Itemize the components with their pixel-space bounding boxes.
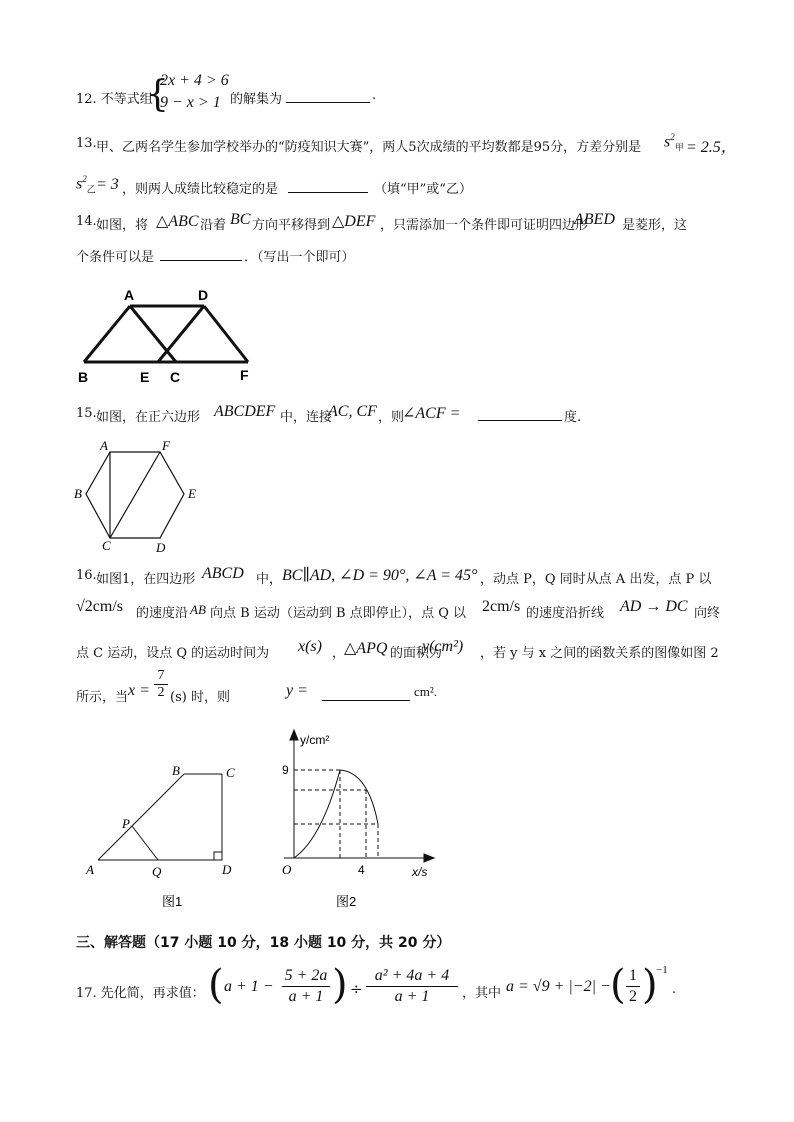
q16-line3c: 的面积为 bbox=[390, 646, 443, 661]
q14-text6: 个条件可以是 bbox=[76, 250, 155, 265]
fig1-label-a: A bbox=[86, 862, 94, 877]
q15-number: 15. bbox=[76, 406, 97, 421]
q12-answer-blank[interactable] bbox=[286, 90, 370, 103]
section-3-title: 三、解答题（17 小题 10 分，18 小题 10 分，共 20 分） bbox=[76, 935, 451, 951]
label-a: A bbox=[124, 287, 135, 303]
fig2-ylabel: y/cm² bbox=[300, 733, 330, 747]
variance-yi-symbol: $s^2_乙$ bbox=[76, 174, 96, 195]
q15-angle: ∠ACF = bbox=[402, 405, 461, 422]
q17-frac2 bbox=[366, 966, 458, 1007]
inequality-1: 2x + 4 > 6 bbox=[160, 72, 229, 89]
fig2-origin: O bbox=[282, 862, 292, 877]
q16-ab: AB bbox=[190, 602, 206, 617]
q16-line3d: ，若 y 与 x 之间的函数关系的图像如图 2 bbox=[480, 646, 719, 661]
hex-label-e: E bbox=[188, 486, 196, 501]
q16-figure2 bbox=[270, 728, 440, 912]
fig1-label-p: P bbox=[122, 816, 130, 831]
fig1-label-d: D bbox=[222, 862, 232, 877]
paren-right: ) bbox=[332, 962, 348, 1008]
fig2-caption: 图2 bbox=[336, 894, 357, 909]
seg-ab bbox=[84, 306, 130, 362]
q16-abcd: ABCD bbox=[202, 565, 244, 582]
q16-line2b: 向点 B 运动（运动到 B 点即停止），点 Q 以 bbox=[210, 606, 467, 621]
q16-figure1 bbox=[80, 760, 250, 910]
q15-answer-blank[interactable] bbox=[478, 408, 562, 421]
q15-text2: 中，连接 bbox=[280, 410, 333, 425]
q16-answer-blank[interactable] bbox=[322, 688, 410, 701]
q16-speed-p: √2cm/s bbox=[76, 598, 123, 615]
q16-speed-q: 2cm/s bbox=[482, 598, 521, 615]
seg-df bbox=[204, 306, 248, 362]
q17-expr-left: a + 1 − bbox=[224, 978, 274, 995]
label-f: F bbox=[240, 367, 249, 383]
fig1-caption: 图1 bbox=[162, 894, 183, 909]
paren-left: ( bbox=[208, 962, 224, 1008]
seg-cf bbox=[110, 452, 160, 538]
q15-figure bbox=[70, 438, 210, 560]
q17-frac1-num: 5 + 2a bbox=[282, 966, 330, 987]
variance-jia-value: = 2.5， bbox=[686, 139, 737, 156]
curve-falling bbox=[340, 770, 378, 824]
q15-text3: ，则 bbox=[378, 410, 405, 425]
seg-ab bbox=[98, 774, 184, 860]
seg-de bbox=[158, 306, 204, 362]
q16-line1a: 如图1，在四边形 bbox=[96, 572, 196, 587]
q13-number: 13. bbox=[76, 136, 97, 151]
q13-answer-blank[interactable] bbox=[288, 180, 368, 193]
hex-label-f: F bbox=[162, 438, 170, 453]
q16 bbox=[76, 565, 726, 708]
q16-line2c: 的速度沿折线 bbox=[526, 606, 605, 621]
q17-a-eq: a = √9 + |−2| − bbox=[506, 978, 611, 995]
q16-line2a: 的速度沿 bbox=[136, 606, 189, 621]
q16-unit: cm². bbox=[414, 684, 438, 699]
fig2-ytick-9: 9 bbox=[282, 763, 289, 777]
q16-apq: △APQ bbox=[344, 640, 388, 657]
seg-ac bbox=[130, 306, 176, 362]
hex-label-a: A bbox=[100, 438, 108, 453]
q16-line1b: 中， bbox=[256, 572, 283, 587]
q17-half-num: 1 bbox=[626, 966, 640, 987]
q17-where: ，其中 bbox=[462, 986, 502, 1001]
hex-label-b: B bbox=[74, 486, 82, 501]
q12 bbox=[76, 72, 456, 115]
q16-line4a: 所示，当 bbox=[76, 690, 129, 705]
q17-div: ÷ bbox=[350, 980, 363, 998]
curve-rising bbox=[294, 770, 340, 858]
q17-half-den: 2 bbox=[629, 988, 637, 1005]
variance-jia-symbol: $s^2_甲$ bbox=[664, 132, 684, 153]
q12-tail: 的解集为 bbox=[230, 92, 283, 107]
q17-number: 17. 先化简，再求值： bbox=[76, 986, 205, 1001]
q17-end: . bbox=[672, 982, 677, 997]
q16-path: AD → DC bbox=[620, 598, 688, 615]
q16-line4b: (s) 时，则 bbox=[170, 690, 230, 705]
q14-triangle-abc: △ABC bbox=[156, 213, 199, 230]
label-c: C bbox=[170, 369, 181, 385]
fig1-label-q: Q bbox=[152, 864, 162, 879]
q13-text3: （填“甲”或“乙） bbox=[374, 182, 472, 197]
q17-frac2-den: a + 1 bbox=[394, 988, 430, 1005]
y-axis-arrow bbox=[290, 730, 298, 740]
q14-text1: 如图，将 bbox=[96, 218, 149, 233]
q13-text2: ，则两人成绩比较稳定的是 bbox=[122, 182, 279, 197]
q14 bbox=[76, 211, 726, 265]
q14-text5: 是菱形，这 bbox=[622, 218, 688, 233]
q14-text4: ，只需添加一个条件即可证明四边形 bbox=[380, 218, 589, 233]
q16-y-eq: y = bbox=[286, 682, 308, 699]
inequality-2: 9 − x > 1 bbox=[160, 94, 221, 111]
q16-line3a: 点 C 运动，设点 Q 的运动时间为 bbox=[76, 646, 270, 661]
q15-lines: AC, CF bbox=[328, 403, 377, 420]
q12-end: . bbox=[372, 88, 377, 103]
q16-ycm: y(cm²) bbox=[422, 638, 464, 655]
q14-quad-abed: ABED bbox=[574, 211, 615, 228]
q16-fraction bbox=[154, 668, 168, 701]
q16-line2d: 向终 bbox=[694, 606, 721, 621]
label-d: D bbox=[198, 287, 209, 303]
q16-frac-den: 2 bbox=[157, 685, 165, 700]
q14-segment-bc: BC bbox=[230, 211, 251, 228]
q14-text2: 沿着 bbox=[200, 218, 227, 233]
q14-text7: ．（写出一个即可） bbox=[244, 250, 355, 265]
q13-text1: 甲、乙两名学生参加学校举办的“防疫知识大赛”，两人5次成绩的平均数都是95分，方差分别是 bbox=[96, 140, 642, 155]
variance-yi-value: = 3 bbox=[96, 176, 119, 193]
q17-frac1 bbox=[282, 966, 330, 1007]
q16-frac-num: 7 bbox=[154, 668, 168, 685]
fig2-xtick-4: 4 bbox=[358, 863, 365, 877]
q16-line3b: ， bbox=[332, 646, 346, 661]
q14-number: 14. bbox=[76, 214, 97, 229]
q14-triangle-def: △DEF bbox=[332, 213, 376, 230]
system-brace: { bbox=[146, 74, 169, 115]
q12-number: 12. 不等式组 bbox=[76, 92, 153, 107]
q17-frac2-num: a² + 4a + 4 bbox=[366, 966, 458, 987]
x-axis-arrow bbox=[424, 854, 434, 862]
q16-conditions: BC∥AD, ∠D = 90°, ∠A = 45° bbox=[282, 567, 478, 584]
fig1-label-c: C bbox=[226, 765, 235, 780]
hex-label-c: C bbox=[102, 538, 111, 553]
hex-label-d: D bbox=[156, 540, 166, 555]
q16-line1c: ，动点 P，Q 同时从点 A 出发，点 P 以 bbox=[480, 572, 712, 587]
q17 bbox=[76, 964, 726, 1014]
q15-text1: 如图，在正六边形 bbox=[96, 410, 201, 425]
q16-x-eq: x = bbox=[128, 682, 150, 699]
half-paren-left: ( bbox=[610, 962, 626, 1008]
half-paren-right: ) bbox=[642, 962, 658, 1008]
q16-xs: x(s) bbox=[298, 638, 322, 655]
fig1-label-b: B bbox=[172, 763, 180, 778]
q17-half bbox=[626, 966, 640, 1007]
q16-number: 16. bbox=[76, 568, 97, 583]
label-b: B bbox=[78, 369, 89, 385]
label-e: E bbox=[140, 369, 150, 385]
q15-hexagon-name: ABCDEF bbox=[214, 403, 276, 420]
q17-exponent: −1 bbox=[656, 964, 668, 976]
q15 bbox=[76, 403, 726, 428]
q14-figure bbox=[76, 284, 266, 388]
seg-pq bbox=[132, 826, 158, 860]
q13 bbox=[76, 132, 737, 197]
q14-text3: 方向平移得到 bbox=[252, 218, 331, 233]
fig2-xlabel: x/s bbox=[412, 865, 428, 879]
q17-frac1-den: a + 1 bbox=[288, 988, 324, 1005]
q14-answer-blank[interactable] bbox=[160, 248, 242, 261]
right-angle-mark bbox=[214, 852, 222, 860]
q15-text4: 度. bbox=[564, 410, 582, 425]
